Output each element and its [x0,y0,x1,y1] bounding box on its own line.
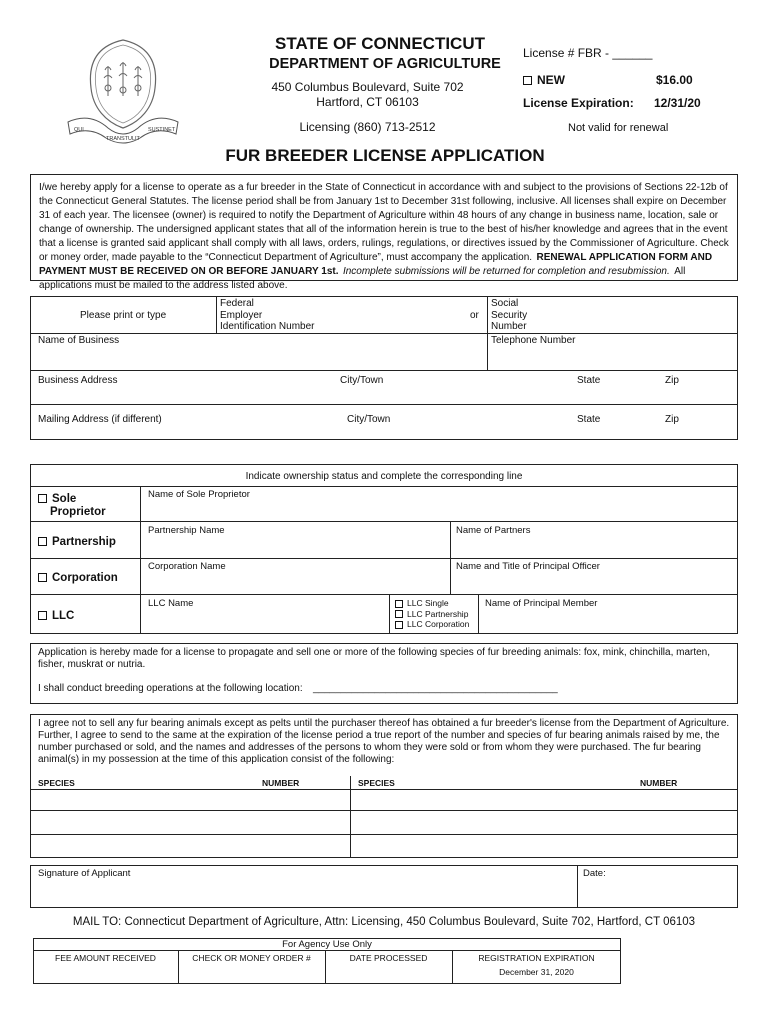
corporation-checkbox[interactable] [38,573,47,582]
state-seal [60,36,186,148]
species-row-2-right[interactable] [352,812,736,833]
corporation-name-field[interactable] [142,572,448,593]
fein-field[interactable] [300,297,460,331]
registration-expiration-label: REGISTRATION EXPIRATION [478,953,595,963]
number-col-2-header: NUMBER [640,778,678,788]
ownership-header: Indicate ownership status and complete the corresponding line [245,471,523,482]
department-name: DEPARTMENT OF AGRICULTURE [269,56,501,72]
llc-single-option[interactable] [395,598,469,609]
mailing-address-label: Mailing Address (if different) [38,414,162,425]
llc-label: LLC [52,610,75,622]
species-statement: Application is hereby made for a license to propagate and sell one or more of the following species of fur breeding animals: fox, mink, chinchilla, marten, fisher, muskrat or nutria. [38,647,711,670]
principal-officer-label: Name and Title of Principal Officer [456,561,600,572]
ssn-label-1: Social [491,298,519,309]
incomplete-note: Incomplete submissions will be returned for completion and resubmission. [342,266,670,277]
fein-label-2: Employer [220,310,263,321]
species-col-2-header: SPECIES [358,778,395,788]
llc-type-options [395,598,469,630]
llc-option[interactable] [38,610,74,622]
check-number-label: CHECK OR MONEY ORDER # [192,953,311,963]
llc-partnership-checkbox[interactable] [395,610,403,618]
llc-partnership-option[interactable] [395,609,469,620]
corporation-option[interactable] [38,572,118,584]
corporation-name-label: Corporation Name [148,561,226,572]
mail-to-address: MAIL TO: Connecticut Department of Agriculture, Attn: Licensing, 450 Columbus Boulevard, Suite 702, Hartford, CT 06103 [72,916,696,928]
fein-label-3: Identification Number [220,321,315,332]
principal-officer-field[interactable] [452,572,736,593]
corporation-label: Corporation [52,572,118,584]
partnership-name-field[interactable] [142,536,448,557]
mailing-city-label: City/Town [347,414,391,425]
seal-scroll-mid: TRANSTULIT [106,136,140,142]
or-label: or [470,310,479,321]
signature-field[interactable] [32,879,575,906]
business-name-field[interactable] [32,347,485,369]
llc-checkbox[interactable] [38,611,47,620]
registration-expiration-value: December 31, 2020 [499,967,574,977]
business-address-label: Business Address [38,375,118,386]
species-row-2-left[interactable] [32,812,348,833]
form-title: FUR BREEDER LICENSE APPLICATION [225,146,545,165]
new-label: NEW [537,73,565,87]
partnership-checkbox[interactable] [38,537,47,546]
business-zip-label: Zip [665,375,679,386]
principal-member-field[interactable] [480,609,736,633]
mailing-zip-label: Zip [665,414,679,425]
species-row-1-left[interactable] [32,791,348,809]
expiration-label: License Expiration: [523,96,634,110]
signature-label: Signature of Applicant [38,868,131,879]
location-label: I shall conduct breeding operations at the following location: [38,683,303,694]
partnership-option[interactable] [38,536,116,548]
partners-name-label: Name of Partners [456,525,531,536]
license-fee: $16.00 [656,73,693,87]
mail-note: All applications must be mailed to the address listed above. [39,266,686,291]
telephone-label: Telephone Number [491,335,576,346]
telephone-field[interactable] [489,347,736,369]
not-valid-note: Not valid for renewal [568,122,669,134]
llc-corporation-label: LLC Corporation [407,619,470,629]
date-label: Date: [583,868,606,879]
sole-label-1: Sole [52,493,77,505]
date-field[interactable] [579,879,736,906]
llc-corporation-option[interactable] [395,619,469,630]
new-checkbox-row[interactable] [523,73,565,87]
ssn-label-3: Number [491,321,527,332]
number-col-1-header: NUMBER [262,778,300,788]
species-col-1-header: SPECIES [38,778,75,788]
llc-corporation-checkbox[interactable] [395,621,403,629]
location-field[interactable]: ____________________________________________ [313,683,558,694]
business-name-label: Name of Business [38,335,120,346]
intro-text: I/we hereby apply for a license to operate as a fur breeder in the State of Connecticut in accordance with and subject to the provisions of Sections 22-12b of the Connecticut General Statutes. The license period shall be from January 1st to December 31st following, inclusive. All licenses shall expire on December 31 of each year. The licensee (owner) is required to notify the Department of Agriculture within 48 hours of any change in business name, location, sale or change of ownership. The undersigned applicant states that all of the information herein is true to the best of his/her knowledge and agrees that in the event that a license is granted said applicant shall comply with all laws, orders, rulings, regulations, or directives issued by the Commissioner of Agriculture. Check or money order, made payable to the “Connecticut Department of Agriculture”, must accompany the application. [39,182,729,263]
intro-box [30,174,738,291]
species-row-3-right[interactable] [352,836,736,857]
seal-scroll-left: QUI [74,127,84,133]
agreement-text: I agree not to sell any fur bearing animals except as pelts until the purchaser thereof has obtained a fur breeder's license from the Department of Agriculture. Further, I agree to send to the same at the expiration of the license period a true report of the number and species of fur bearing animals raised by me, the number purchased or sold, and the names and addresses of the persons to whom they were sold or from whom they were purchased. The fur bearing animal(s) in my possession at the time of this application consist of the following: [38,718,730,765]
fein-label-1: Federal [220,298,254,309]
mailing-address-field[interactable] [32,425,736,439]
licensing-phone: Licensing (860) 713-2512 [299,120,436,134]
agency-use-header: For Agency Use Only [282,939,372,950]
llc-single-label: LLC Single [407,598,449,608]
fee-received-label: FEE AMOUNT RECEIVED [55,953,156,963]
partners-name-field[interactable] [452,536,736,557]
date-processed-label: DATE PROCESSED [349,953,428,963]
partnership-label: Partnership [52,536,116,548]
mailing-state-label: State [577,414,601,425]
principal-member-label: Name of Principal Member [485,598,598,609]
sole-label-2: Proprietor [50,506,106,518]
llc-name-label: LLC Name [148,598,194,609]
llc-single-checkbox[interactable] [395,600,403,608]
ssn-field[interactable] [540,297,735,331]
print-type-label: Please print or type [80,310,167,321]
ssn-label-2: Security [491,310,528,321]
species-row-3-left[interactable] [32,836,348,857]
new-checkbox[interactable] [523,76,532,85]
sole-name-field[interactable] [142,500,736,520]
renewal-deadline: RENEWAL APPLICATION FORM AND PAYMENT MUST BE RECEIVED ON OR BEFORE JANUARY 1st. [39,252,713,277]
llc-name-field[interactable] [142,609,387,633]
sole-name-label: Name of Sole Proprietor [148,489,250,500]
address-line-1: 450 Columbus Boulevard, Suite 702 [271,80,464,94]
license-number: License # FBR - ______ [523,46,653,60]
business-state-label: State [577,375,601,386]
expiration-date: 12/31/20 [654,96,701,110]
address-line-2: Hartford, CT 06103 [316,95,419,109]
state-name: STATE OF CONNECTICUT [275,34,485,53]
business-address-field[interactable] [32,386,736,402]
species-row-1-right[interactable] [352,791,736,809]
llc-partnership-label: LLC Partnership [407,608,469,619]
sole-proprietor-checkbox[interactable] [38,494,47,503]
business-city-label: City/Town [340,375,384,386]
seal-scroll-right: SUSTINET [148,127,176,133]
sole-proprietor-option[interactable] [38,493,76,505]
partnership-name-label: Partnership Name [148,525,225,536]
